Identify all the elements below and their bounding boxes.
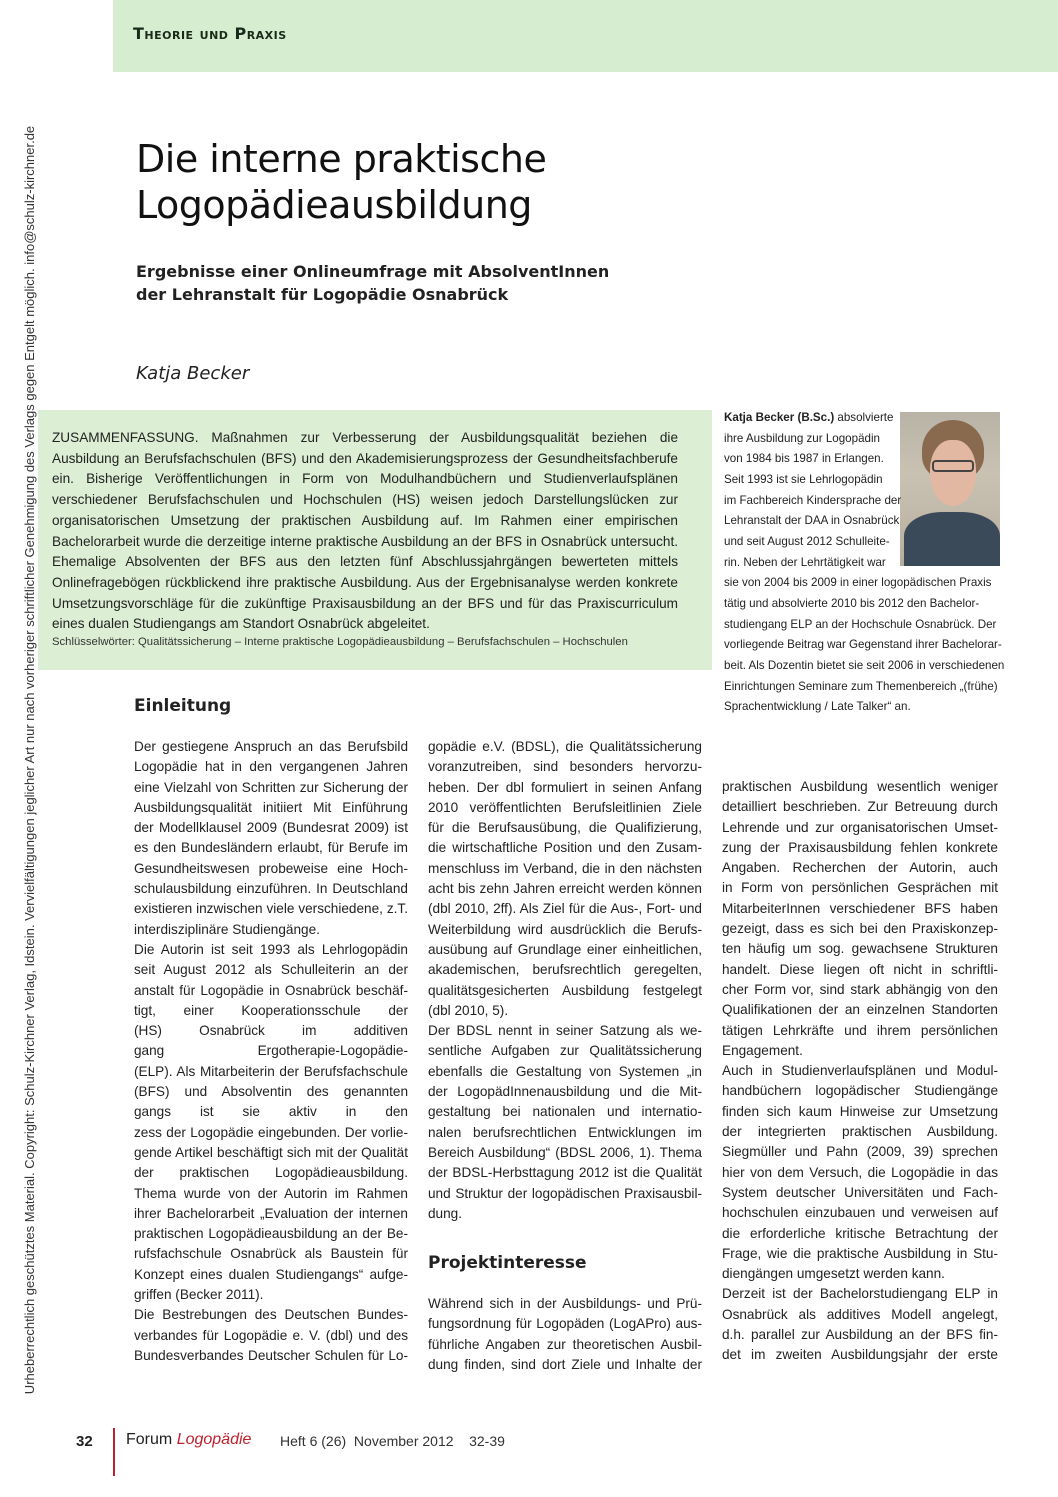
text-line: Thema wurde von der Autorin im Rahmen	[134, 1185, 408, 1201]
text-line: Der gestiegene Anspruch an das Berufsbild	[134, 739, 408, 754]
text-line: Lehrende und zur organisatorischen Umset-	[722, 819, 998, 835]
text-line: dung.	[428, 1205, 463, 1221]
column-2-top	[428, 737, 702, 1224]
text-line: sentliche Aufgaben zur Qualitätssicherung	[428, 1043, 702, 1059]
text-line: schulausbildung einzuführen. In Deutschland	[134, 881, 408, 897]
text-line: finden sich kaum Hinweise zur Umsetzung	[722, 1103, 998, 1119]
bio-line: sie von 2004 bis 2009 in einer logopädischen Praxis	[724, 576, 992, 590]
text-line: der BDSL-Herbsttagung 2012 ist die Qualität	[428, 1165, 702, 1181]
text-line: die wirtschaftliche Position und den Zusam-	[428, 840, 702, 856]
text-line: heben. Der dbl formuliert in seinen Anfang	[428, 779, 702, 795]
text-line: menschluss im Verband, die in den nächsten	[428, 860, 702, 876]
text-line: hochschulen einzubauen und verweisen auf	[722, 1205, 998, 1221]
text-line: Siegmüller und Pahn (2009, 39) sprechen	[722, 1144, 998, 1160]
bio-name: Katja Becker (B.Sc.)	[724, 411, 835, 424]
text-line: Die Bestrebungen des Deutschen Bundes-	[134, 1307, 408, 1323]
text-line: eine Vielzahl von Schritten zur Sicherung der	[134, 779, 408, 795]
text-line: (HS) Osnabrück im additiven	[134, 1023, 408, 1039]
bio-line: studiengang ELP an der Hochschule Osnabrück. Der	[724, 617, 997, 631]
bio-line: rin. Neben der Lehrtätigkeit war	[724, 555, 886, 569]
text-line: Während sich in der Ausbildungs- und Prü-	[428, 1296, 702, 1311]
text-line: dung finden, sind dort Ziele und Inhalte der	[428, 1356, 702, 1372]
heading-projektinteresse: Projektinteresse	[428, 1253, 587, 1273]
text-line: Derzeit ist der Bachelorstudiengang ELP in	[722, 1286, 998, 1302]
text-line: Engagement.	[722, 1042, 803, 1058]
article-author: Katja Becker	[136, 363, 250, 384]
text-line: (BFS) und Absolventin des genannten	[134, 1084, 408, 1100]
text-line: Der BDSL nennt in seiner Satzung als we-	[428, 1023, 702, 1039]
section-label: Theorie und Praxis	[133, 24, 287, 43]
copyright-side-note: Urheberrechtlich geschütztes Material. Copyright: Schulz-Kirchner Verlag, Idstein. Vervielfältigungen jeglicher Art nur nach vorheriger schriftlicher Genehmigung des Verlags gegen Entgelt möglich. info@schulz-kirchner.de	[22, 125, 37, 1395]
text-line: (dbl 2010, 5).	[428, 1002, 509, 1018]
text-line: ebenfalls die Gestaltung von Systemen „in	[428, 1063, 702, 1079]
text-line: rufsfachschule Osnabrück als Baustein für	[134, 1246, 408, 1262]
text-line: (ELP). Als Mitarbeiterin der Berufsfachschule	[134, 1063, 408, 1079]
text-line: gezeigt, dass es sich bei den Praxiskonzep-	[722, 921, 998, 937]
text-line: zess der Logopädie eingebunden. Der vorlie-	[134, 1124, 408, 1140]
text-line: seit August 2012 als Schulleiterin an der	[134, 962, 408, 978]
text-line: qualitätsgesicherten Ausbildung festgelegt	[428, 982, 702, 998]
text-line: zung der Praxisausbildung fehlen konkrete	[722, 839, 998, 855]
text-line: Konzept eines dualen Studiengangs“ aufge-	[134, 1266, 408, 1282]
bio-line: und seit August 2012 Schulleite-	[724, 534, 890, 548]
text-line: die erforderliche kritische Betrachtung der	[722, 1225, 998, 1241]
text-line: ten häufig um sog. gewachsene Strukturen	[722, 941, 998, 957]
subtitle-line-1: Ergebnisse einer Onlineumfrage mit AbsolventInnen	[136, 262, 610, 281]
author-bio	[724, 408, 1005, 718]
text-line: der praktischen Logopädieausbildung.	[134, 1165, 408, 1181]
bio-line: Lehranstalt der DAA in Osnabrück	[724, 514, 900, 528]
text-line: gang Ergotherapie-Logopädie-	[134, 1043, 408, 1059]
magazine-name	[126, 1431, 251, 1449]
text-line: Weiterbildung wird ausdrücklich die Berufs-	[428, 921, 702, 937]
text-line: interdisziplinäre Studiengänge.	[134, 921, 320, 937]
text-line: Gesundheitswesen probeweise eine Hoch-	[134, 860, 408, 876]
text-line: Bereich Ausbildung“ (BDSL 2006, 1). Thema	[428, 1144, 702, 1160]
bio-line: Seit 1993 ist sie Lehrlogopädin	[724, 472, 883, 486]
bio-line: vorliegende Beitrag war Gegenstand ihrer Bachelorar-	[724, 638, 1002, 652]
text-line: gende Artikel beschäftigt sich mit der Qualität	[134, 1144, 408, 1160]
issue-info: Heft 6 (26) November 2012 32-39	[280, 1433, 505, 1449]
text-line: fungsordnung für Logopäden (LogAPro) aus-	[428, 1316, 702, 1332]
heading-einleitung: Einleitung	[134, 696, 232, 716]
keywords: Schlüsselwörter: Qualitätssicherung – Interne praktische Logopädieausbildung – Berufsfachschulen – Hochschulen	[52, 636, 628, 648]
bio-line: Katja Becker (B.Sc.) absolvierte	[724, 411, 894, 424]
text-line: verbandes für Logopädie e. V. (dbl) und des	[134, 1327, 408, 1343]
bio-line: ihre Ausbildung zur Logopädin	[724, 431, 880, 445]
text-line: und Struktur der logopädischen Praxisausbil-	[428, 1185, 702, 1201]
text-line: praktischen Logopädieausbildung an der Be-	[134, 1226, 408, 1242]
text-line: voranzutreiben, sind besonders hervorzu-	[428, 759, 702, 775]
text-line: für die Berufsausübung, die Qualifizierung,	[428, 820, 702, 836]
text-line: acht bis zehn Jahren erreicht werden können	[428, 881, 702, 897]
text-line: handelt. Diese liegen oft nicht in schriftli-	[722, 961, 998, 977]
text-line: tätigen Lehrkräfte und ihrem persönlichen	[722, 1022, 998, 1038]
bio-line: von 1984 bis 1987 in Erlangen.	[724, 452, 884, 466]
text-line: cher Form vor, sind stark abhängig von den	[722, 981, 998, 997]
bio-line: beit. Als Dozentin bietet sie seit 2006 in verschiedenen	[724, 658, 1005, 672]
text-line: griffen (Becker 2011).	[134, 1287, 264, 1303]
text-line: d.h. parallel zur Ausbildung an der BFS fin-	[722, 1327, 998, 1343]
text-line: praktischen Ausbildung wesentlich weniger	[722, 779, 998, 794]
subtitle-line-2: der Lehranstalt für Logopädie Osnabrück	[136, 285, 509, 304]
text-line: (dbl 2010, 2ff). Als Ziel für die Aus-, Fort- und	[428, 901, 702, 917]
magazine-logopaedie: Logopädie	[176, 1431, 252, 1448]
text-line: Bundesverbandes Deutscher Schulen für Lo-	[134, 1347, 408, 1363]
text-line: gestaltung bei nationalen und internatio-	[428, 1104, 702, 1120]
text-line: Logopädie hat in den vergangenen Jahren	[134, 759, 408, 775]
text-line: anstalt für Logopädie in Osnabrück beschäf-	[134, 982, 408, 998]
text-line: det im zweiten Ausbildungsjahr der erste	[722, 1347, 998, 1363]
text-line: führliche Angaben zur theoretischen Ausbil-	[428, 1336, 702, 1352]
text-line: es den Bundesländern erlaubt, für Berufe im	[134, 840, 408, 856]
title-line-1: Die interne praktische	[136, 137, 547, 181]
text-line: diengängen umgesetzt werden kann.	[722, 1266, 945, 1282]
text-line: handbüchern logopädischer Studiengänge	[722, 1083, 998, 1099]
article-subtitle	[136, 260, 656, 306]
text-line: Frage, wie die praktische Ausbildung in Stu-	[722, 1245, 998, 1261]
text-line: akademischen, berufsrechtlich geregelten,	[428, 962, 702, 978]
article-title	[136, 136, 696, 228]
footer-divider	[113, 1428, 115, 1476]
text-line: der Modellklausel 2009 (Bundesrat 2009) ist	[134, 820, 408, 836]
column-2-bottom	[428, 1294, 702, 1375]
text-line: der integrierten praktischen Ausbildung.	[722, 1124, 998, 1140]
text-line: ihrer Bachelorarbeit „Evaluation der internen	[134, 1205, 408, 1221]
text-line: System deutscher Universitäten und Fach-	[722, 1184, 998, 1200]
text-line: Angaben. Recherchen der Autorin, auch	[722, 860, 998, 876]
text-line: in Form von persönlichen Gesprächen mit	[722, 880, 998, 896]
text-line: MitarbeiterInnen verschiedener BFS haben	[722, 900, 998, 916]
text-line: der LogopädInnenausbildung und die Mit-	[428, 1084, 702, 1100]
column-1	[134, 737, 408, 1366]
text-line: nalen berufsrechtlichen Entwicklungen im	[428, 1124, 702, 1140]
bio-line: tätig und absolvierte 2010 bis 2012 den Bachelor-	[724, 596, 980, 610]
bio-line: Einrichtungen Seminare zum Themenbereich „(frühe)	[724, 679, 998, 693]
text-line: Ausbildungsqualität initiiert Mit Einführung	[134, 799, 408, 815]
title-line-2: Logopädieausbildung	[136, 183, 532, 227]
text-line: Qualifikationen der an einzelnen Standorten	[722, 1002, 998, 1018]
bio-line: Sprachentwicklung / Late Talker“ an.	[724, 700, 911, 714]
text-line: 2010 veröffentlichten Berufsleitlinien Ziele	[428, 799, 702, 815]
text-line: detailliert beschrieben. Zur Betreuung durch	[722, 799, 998, 815]
abstract-text: ZUSAMMENFASSUNG. Maßnahmen zur Verbesserung der Ausbildungsqualität beziehen die Ausbildung an Berufsfachschulen (BFS) und den Akademisierungsprozess der Gesundheitsfachberufe ein. Bisherige Veröffentlichungen in Form von Modulhandbüchern und Studienverlaufsplänen verschiedener Berufsfachschulen und Hochschulen (HS) weisen jedoch Darstellungslücken zur organisatorischen Umsetzung der praktischen Ausbildung auf. Im Rahmen einer empirischen Bachelorarbeit wurde die derzeitige interne praktische Ausbildung an der BFS in Osnabrück untersucht. Ehemalige Absolventen der BFS aus den letzten fünf Abschlussjahrgängen bewerteten mittels Onlinefragebögen rückblickend ihre praktische Ausbildung. Aus der Ergebnisanalyse werden konkrete Umsetzungsvorschläge für die zukünftige Praxisausbildung an der BFS und für das Praxiscurriculum eines dualen Studiengangs am Standort Osnabrück abgeleitet.	[52, 430, 678, 632]
text-line: Osnabrück als additives Modell angelegt,	[722, 1306, 998, 1322]
text-line: hier von dem Versuch, die Logopädie in das	[722, 1164, 998, 1180]
text-line: Auch in Studienverlaufsplänen und Modul-	[722, 1063, 998, 1079]
text-line: tigt, einer Kooperationsschule der	[134, 1002, 408, 1018]
text-line: gopädie e.V. (BDSL), die Qualitätssicherung	[428, 739, 702, 754]
text-line: existieren inzwischen viele verschiedene, z.T.	[134, 901, 408, 917]
bio-line: im Fachbereich Kindersprache der	[724, 493, 902, 507]
text-line: ausübung auf Grundlage einer einheitlichen,	[428, 941, 702, 957]
text-line: gangs ist sie aktiv in den	[134, 1104, 408, 1120]
text-line: Die Autorin ist seit 1993 als Lehrlogopädin	[134, 941, 408, 957]
magazine-forum: Forum	[126, 1431, 173, 1448]
column-3	[722, 777, 998, 1366]
page-number: 32	[76, 1433, 93, 1450]
